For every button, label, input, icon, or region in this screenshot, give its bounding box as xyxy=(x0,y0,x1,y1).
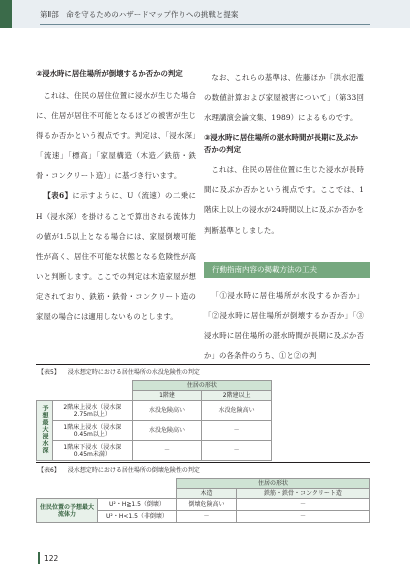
table6-caption xyxy=(38,465,200,474)
table5-condition: 1階床下浸水（浸水深0.45m未満） xyxy=(52,441,132,461)
table6-col-header: 木造 xyxy=(177,489,237,499)
table6-label: 【表6】 xyxy=(38,467,60,474)
table5-col-group: 住居の形状 xyxy=(132,381,271,391)
table6-col-header: 鉄筋・鉄骨・コンクリート造 xyxy=(237,489,370,499)
table6-cell: － xyxy=(237,511,370,523)
paragraph: なお、これらの基準は、佐藤ほか「洪水氾濫の数値計算および家屋被害について」（第33回水理講演会論文集、1989）によるものです。 xyxy=(204,73,364,123)
table5 xyxy=(36,380,272,461)
table5-cell: 水没危険高い xyxy=(132,421,202,441)
table5-title: 浸水想定時における居住場所の水没危険性の判定 xyxy=(67,369,200,376)
right-column xyxy=(204,68,364,241)
table6 xyxy=(36,478,370,523)
header-rule xyxy=(40,24,370,25)
table5-cell: 水没危険高い xyxy=(202,401,272,421)
table6-condition: U²・H≧1.5（倒壊） xyxy=(97,499,176,511)
table6-col-group: 住居の形状 xyxy=(177,479,370,489)
table5-caption xyxy=(38,367,200,376)
table6-condition: U²・H<1.5（非倒壊） xyxy=(97,511,176,523)
page-header xyxy=(0,0,410,28)
section-heading-2: ②浸水時に居住場所が倒壊するか否かの判定 xyxy=(36,69,183,78)
table5-rule xyxy=(36,364,370,365)
page-number: 122 xyxy=(44,554,59,563)
table5-cell: － xyxy=(202,421,272,441)
table6-rule xyxy=(36,462,370,463)
table5-condition: 1階床上浸水（浸水深0.45m以上） xyxy=(52,421,132,441)
table5-condition: 2階床上浸水（浸水深2.75m以上） xyxy=(52,401,132,421)
paragraph: 「①浸水時に居住場所が水没するか否か」「②浸水時に居住場所が倒壊するか否か」「③浸水時に居住場所の湛水時間が長期に及ぶか否か」の各条件のうち、①と②の判 xyxy=(204,291,364,361)
table5-cell: － xyxy=(132,441,202,461)
right-column-lower xyxy=(204,286,364,366)
paragraph-text: に示すように、U（流速）の二乗にH（浸水深）を掛けることで算出される流体力の値が1.5以上となる場合には、家屋倒壊可能性が高く、居住不可能な状態となる危険性が高いと判断します。ここでの判定は木造家屋が想定されており、鉄筋・鉄骨・コンクリート造の家屋の場合には適用しないものとします。 xyxy=(36,191,196,322)
table6-cell: － xyxy=(177,511,237,523)
page-number-marker xyxy=(38,552,40,564)
header-tab xyxy=(0,0,12,28)
table6-title: 浸水想定時における居住場所の倒壊危険性の判定 xyxy=(67,467,200,474)
section-heading-3: ③浸水時に居住場所の湛水時間が長期に及ぶか否かの判定 xyxy=(204,133,359,155)
section-band-title: 行動指南内容の掲載方法の工夫 xyxy=(212,265,317,274)
table6-cell: － xyxy=(237,499,370,511)
table5-row-header: 予想最大浸水深 xyxy=(37,401,53,461)
paragraph: これは、住民の居住位置に生じた浸水が長時間に及ぶか否かという視点です。ここでは、1階床上以上の浸水が24時間以上に及ぶか否かを判断基準としました。 xyxy=(204,165,364,235)
table5-cell: － xyxy=(202,441,272,461)
paragraph: これは、住民の居住位置に浸水が生じた場合に、住居が居住不可能となるほどの被害が生じ得るか否かという視点です。判定は、「浸水深」「流速」「標高」「家屋構造（木造／鉄筋・鉄骨・コンクリート造）」に基づき行います。 xyxy=(36,91,196,181)
table-ref: 【表6】 xyxy=(43,191,73,201)
table6-cell: 倒壊危険高い xyxy=(177,499,237,511)
table6-row-header: 住民位置の予想最大流体力 xyxy=(37,499,98,523)
table5-cell: 水没危険高い xyxy=(132,401,202,421)
header-title: 第Ⅱ部 命を守るためのハザードマップ作りへの挑戦と提案 xyxy=(40,10,239,19)
left-column xyxy=(36,68,196,327)
table5-col-header: 1階建 xyxy=(132,391,202,401)
paragraph xyxy=(36,186,196,327)
table5-col-header: 2階建以上 xyxy=(202,391,272,401)
table5-label: 【表5】 xyxy=(38,369,60,376)
